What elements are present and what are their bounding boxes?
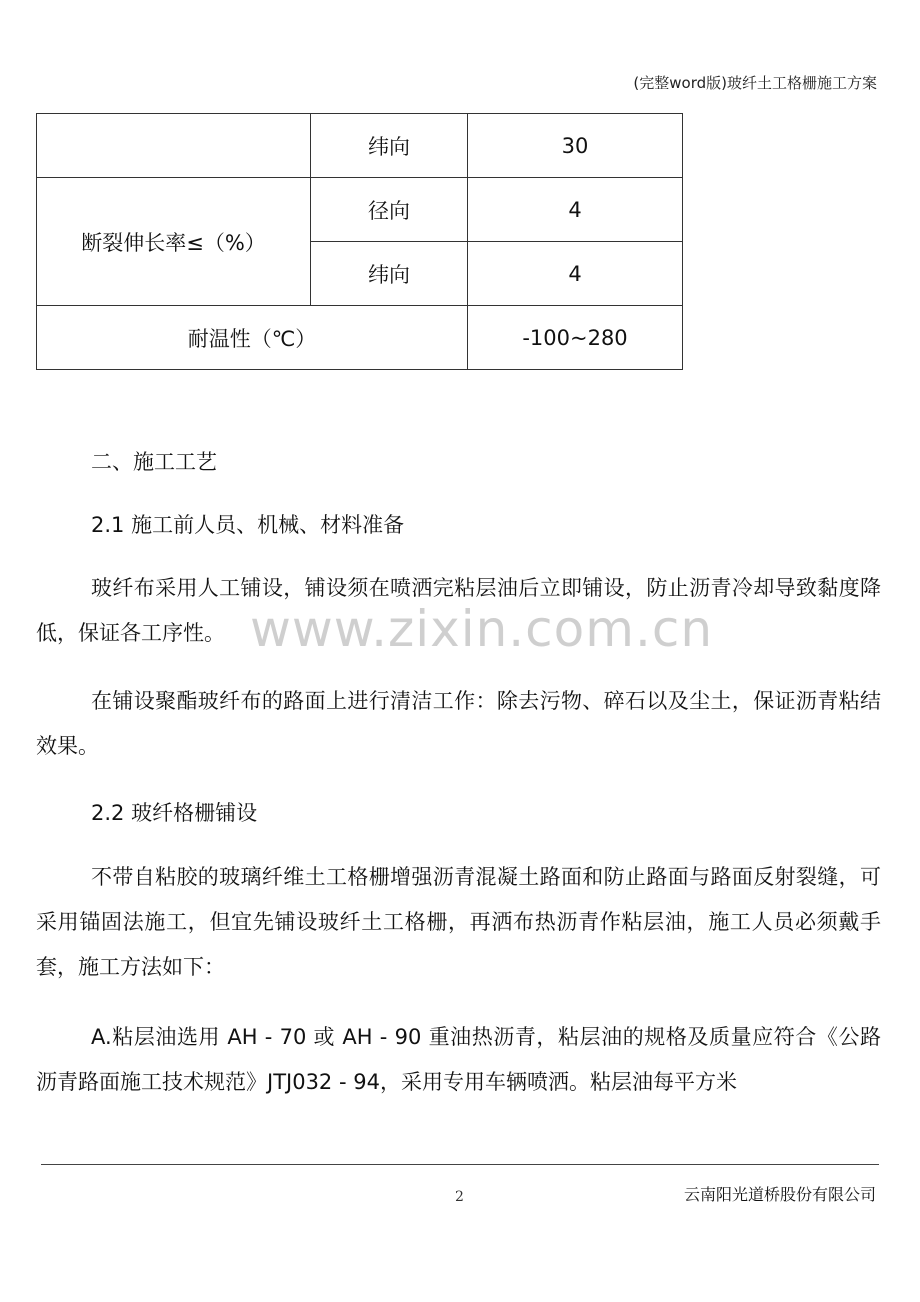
table-cell-label: 耐温性（℃） [37, 306, 468, 370]
table-cell-direction: 纬向 [311, 242, 468, 306]
table-cell-direction: 径向 [311, 178, 468, 242]
table-row [37, 306, 683, 370]
table-cell-value: 4 [468, 242, 683, 306]
body-paragraph: 玻纤布采用人工铺设，铺设须在喷洒完粘层油后立即铺设，防止沥青冷却导致黏度降低，保证各工序性。 [36, 576, 881, 645]
subsection-heading: 2.1 施工前人员、机械、材料准备 [91, 513, 405, 537]
table-cell-value: 30 [468, 114, 683, 178]
table-cell-direction: 纬向 [311, 114, 468, 178]
document-header-title: (完整word版)玻纤土工格栅施工方案 [633, 74, 877, 92]
body-paragraph: 不带自粘胶的玻璃纤维土工格栅增强沥青混凝土路面和防止路面与路面反射裂缝，可采用锚固法施工，但宜先铺设玻纤土工格栅，再洒布热沥青作粘层油，施工人员必须戴手套，施工方法如下： [36, 865, 881, 979]
table-cell-value: -100~280 [468, 306, 683, 370]
table-cell-label: 断裂伸长率≤（%） [37, 178, 311, 306]
table-row [37, 114, 683, 178]
page-number: 2 [455, 1189, 464, 1205]
watermark: www.zixin.com.cn [250, 600, 714, 658]
section-heading: 二、施工工艺 [91, 450, 217, 474]
table-cell-label [37, 114, 311, 178]
subsection-heading: 2.2 玻纤格栅铺设 [91, 801, 258, 825]
footer-company: 云南阳光道桥股份有限公司 [683, 1185, 876, 1204]
table-row [37, 178, 683, 242]
body-paragraph: 在铺设聚酯玻纤布的路面上进行清洁工作：除去污物、碎石以及尘土，保证沥青粘结效果。 [36, 689, 881, 758]
table-cell-value: 4 [468, 178, 683, 242]
footer-divider [41, 1164, 879, 1165]
spec-table [36, 113, 683, 370]
body-paragraph: A.粘层油选用 AH - 70 或 AH - 90 重油热沥青，粘层油的规格及质量应符合《公路沥青路面施工技术规范》JTJ032 - 94，采用专用车辆喷洒。粘层油每平方米 [36, 1025, 881, 1094]
